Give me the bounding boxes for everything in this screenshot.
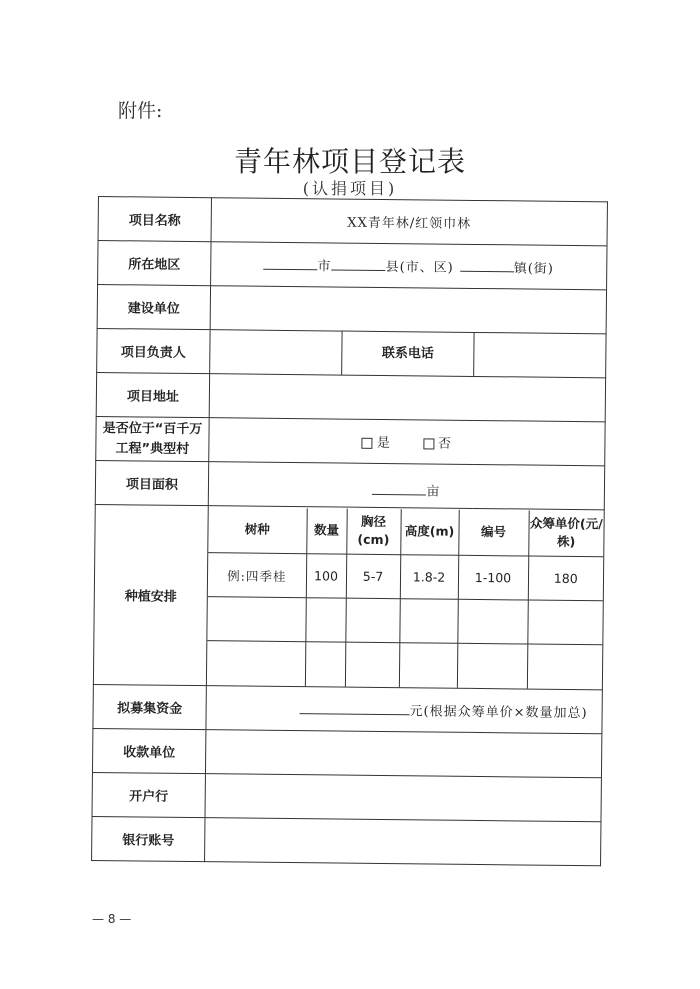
header-dbh: 胸径(cm): [346, 508, 400, 555]
row-payee: [92, 728, 601, 777]
planting-row: [207, 641, 602, 689]
area-blank[interactable]: [372, 493, 426, 496]
label-typical-village: 是否位于“百千万工程”典型村: [96, 416, 209, 461]
bank-value[interactable]: [205, 774, 601, 822]
cell-dbh[interactable]: [345, 598, 399, 643]
header-height: 高度(m): [400, 509, 458, 556]
label-account: 银行账号: [92, 816, 205, 861]
county-blank[interactable]: [332, 268, 386, 271]
cell-dbh[interactable]: 5-7: [346, 554, 400, 599]
option-no-label: 否: [437, 436, 453, 452]
contact-phone-value[interactable]: [474, 332, 606, 377]
attachment-label: 附件:: [118, 100, 163, 122]
cell-species[interactable]: [207, 641, 305, 686]
row-region: [98, 241, 607, 290]
option-yes[interactable]: [362, 436, 391, 451]
cell-unit-price[interactable]: [527, 644, 602, 689]
row-project-leader: [97, 328, 606, 377]
cell-number[interactable]: 1-100: [458, 555, 528, 600]
registration-form: [91, 196, 608, 866]
document-subtitle: (认捐项目): [302, 179, 398, 198]
planting-header-row: [208, 507, 603, 557]
label-payee: 收款单位: [92, 728, 205, 773]
row-project-area: [95, 460, 604, 509]
account-value[interactable]: [205, 818, 601, 866]
label-construction-unit: 建设单位: [97, 285, 210, 330]
row-bank: [92, 772, 601, 821]
planting-row: [207, 597, 602, 645]
project-name-value[interactable]: XX青年林/红领巾林: [211, 198, 607, 246]
document-title: 青年林项目登记表: [233, 145, 466, 178]
construction-unit-value[interactable]: [210, 286, 606, 334]
header-species: 树种: [208, 507, 306, 554]
label-project-leader: 项目负责人: [97, 328, 210, 373]
cell-height[interactable]: 1.8-2: [400, 555, 458, 600]
cell-dbh[interactable]: [345, 642, 399, 687]
cell-height[interactable]: [399, 599, 457, 644]
label-planting: 种植安排: [93, 504, 208, 685]
header-number: 编号: [458, 509, 528, 556]
payee-value[interactable]: [205, 730, 601, 778]
fundraising-blank[interactable]: [300, 712, 410, 715]
region-value: [211, 242, 607, 290]
label-project-name: 项目名称: [98, 197, 211, 242]
row-account: [92, 816, 601, 865]
cell-species[interactable]: 例:四季桂: [208, 553, 306, 598]
label-region: 所在地区: [98, 241, 211, 286]
fundraising-value: [206, 686, 602, 734]
area-unit: 亩: [426, 484, 441, 500]
row-typical-village: [96, 416, 605, 465]
cell-number[interactable]: [457, 599, 527, 644]
typical-village-options: [209, 418, 605, 466]
checkbox-yes-icon[interactable]: [362, 438, 373, 449]
project-leader-value[interactable]: [210, 330, 342, 375]
cell-species[interactable]: [207, 597, 305, 642]
label-fundraising: 拟募集资金: [93, 684, 206, 729]
town-suffix: 镇(街): [513, 261, 554, 277]
planting-table: [207, 507, 604, 689]
row-fundraising: [93, 684, 602, 733]
option-yes-label: 是: [376, 435, 391, 452]
cell-quantity[interactable]: [305, 642, 345, 686]
cell-height[interactable]: [399, 643, 457, 688]
cell-number[interactable]: [457, 643, 527, 688]
label-project-area: 项目面积: [95, 460, 208, 505]
cell-quantity[interactable]: [305, 598, 345, 642]
label-bank: 开户行: [92, 772, 205, 817]
checkbox-no-icon[interactable]: [423, 438, 434, 449]
city-blank[interactable]: [264, 268, 318, 271]
option-no[interactable]: [423, 436, 452, 451]
page-number: — 8 —: [92, 912, 132, 926]
city-suffix: 市: [317, 259, 332, 275]
form-table: [91, 196, 608, 866]
cell-unit-price[interactable]: 180: [528, 556, 603, 601]
header-quantity: 数量: [306, 508, 346, 554]
cell-unit-price[interactable]: [527, 600, 602, 645]
county-suffix: 县(市、区): [385, 260, 454, 276]
row-project-address: [96, 372, 605, 421]
fundraising-suffix: 元(根据众筹单价×数量加总): [409, 704, 588, 722]
label-contact-phone: 联系电话: [342, 331, 474, 376]
project-area-value: [208, 462, 604, 510]
header-unit-price: 众筹单价(元/株): [528, 510, 603, 557]
planting-table-cell: [206, 506, 604, 690]
row-planting: [93, 504, 604, 689]
row-project-name: [98, 197, 607, 246]
cell-quantity[interactable]: 100: [306, 554, 346, 598]
planting-row: [208, 553, 603, 601]
row-construction-unit: [97, 285, 606, 334]
label-project-address: 项目地址: [96, 372, 209, 417]
town-blank[interactable]: [460, 270, 514, 273]
project-address-value[interactable]: [209, 374, 605, 422]
